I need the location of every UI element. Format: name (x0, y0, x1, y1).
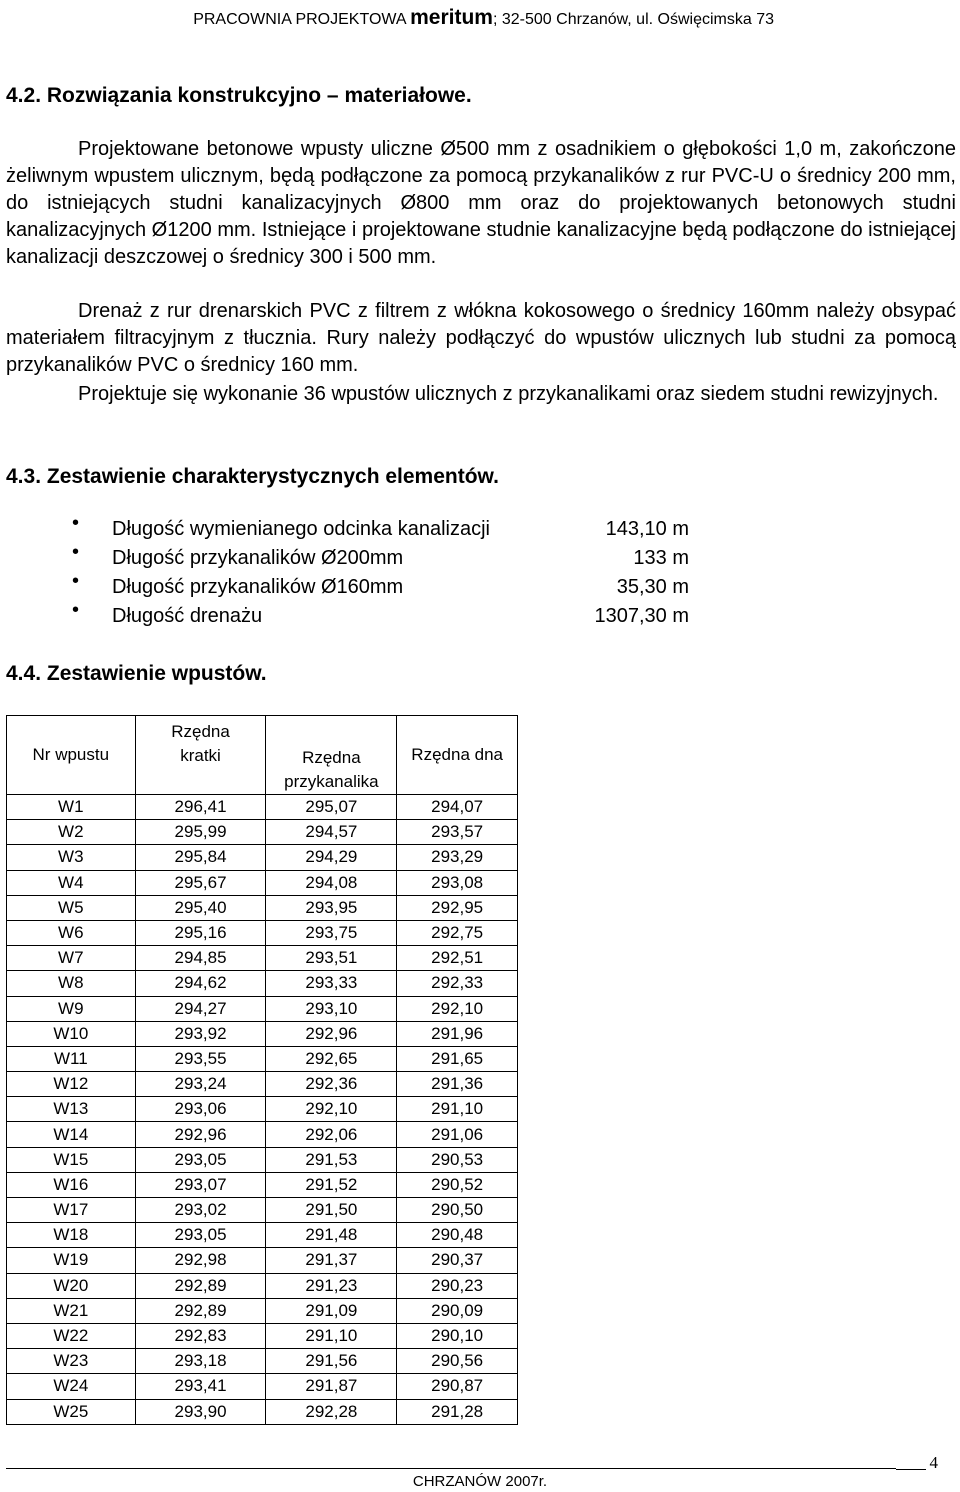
table-cell: 294,62 (135, 971, 266, 996)
table-cell: 293,06 (135, 1097, 266, 1122)
table-row (7, 971, 518, 996)
table-row (7, 1399, 518, 1424)
table-cell: 293,18 (135, 1349, 266, 1374)
header-address: ; 32-500 Chrzanów, ul. Oświęcimska 73 (492, 11, 774, 28)
table-row (7, 1198, 518, 1223)
table-cell: 290,87 (397, 1374, 518, 1399)
table-cell: 290,48 (397, 1223, 518, 1248)
table-row (7, 1223, 518, 1248)
table-cell: W8 (7, 971, 136, 996)
table-cell: 295,40 (135, 895, 266, 920)
table-cell: W3 (7, 845, 136, 870)
table-cell: 293,95 (266, 895, 397, 920)
table-cell: 291,10 (397, 1097, 518, 1122)
table-cell: W2 (7, 820, 136, 845)
table-cell: 293,75 (266, 920, 397, 945)
table-cell: 293,10 (266, 996, 397, 1021)
table-cell: 293,41 (135, 1374, 266, 1399)
table-body (7, 795, 518, 1425)
table-cell: 291,36 (397, 1072, 518, 1097)
table-row (7, 1021, 518, 1046)
table-cell: 290,23 (397, 1273, 518, 1298)
table-cell: 293,05 (135, 1147, 266, 1172)
table-cell: W17 (7, 1198, 136, 1223)
table-cell: W4 (7, 870, 136, 895)
list-item (60, 599, 700, 634)
table-cell: 291,96 (397, 1021, 518, 1046)
inlets-table (6, 715, 518, 1425)
table-row (7, 1122, 518, 1147)
table-cell: W21 (7, 1298, 136, 1323)
table-cell: 291,56 (266, 1349, 397, 1374)
bullet-icon: • (72, 570, 80, 592)
bullet-icon: • (72, 599, 80, 621)
table-cell: W5 (7, 895, 136, 920)
list-item-value: 1307,30 m (594, 605, 689, 627)
table-cell: W18 (7, 1223, 136, 1248)
table-cell: W1 (7, 795, 136, 820)
footer-divider (6, 1468, 896, 1469)
table-cell: 293,92 (135, 1021, 266, 1046)
table-cell: 292,28 (266, 1399, 397, 1424)
table-cell: 290,09 (397, 1298, 518, 1323)
table-row (7, 1298, 518, 1323)
section-4-2-title: 4.2. Rozwiązania konstrukcyjno – materiałowe. (6, 84, 472, 107)
table-cell: 293,08 (397, 870, 518, 895)
list-item-value: 143,10 m (605, 518, 689, 540)
table-cell: 292,65 (266, 1046, 397, 1071)
table-cell: 290,52 (397, 1172, 518, 1197)
table-cell: 290,37 (397, 1248, 518, 1273)
table-cell: 294,29 (266, 845, 397, 870)
table-cell: 292,95 (397, 895, 518, 920)
table-cell: 292,51 (397, 946, 518, 971)
elements-list (60, 512, 700, 634)
table-cell: 293,33 (266, 971, 397, 996)
table-row (7, 1323, 518, 1348)
table-cell: W14 (7, 1122, 136, 1147)
table-cell: W15 (7, 1147, 136, 1172)
list-item-label: Długość wymienianego odcinka kanalizacji (112, 518, 490, 540)
table-cell: 292,98 (135, 1248, 266, 1273)
column-header: Rzędna kratki (135, 716, 266, 795)
table-cell: 291,37 (266, 1248, 397, 1273)
column-header: Rzędna przykanalika (266, 716, 397, 795)
table-cell: 291,52 (266, 1172, 397, 1197)
list-item-label: Długość przykanalików Ø160mm (112, 576, 404, 598)
table-cell: 294,85 (135, 946, 266, 971)
table-cell: 293,07 (135, 1172, 266, 1197)
list-item-label: Długość przykanalików Ø200mm (112, 547, 404, 569)
section-4-3-title: 4.3. Zestawienie charakterystycznych elementów. (6, 465, 499, 488)
table-cell: 291,09 (266, 1298, 397, 1323)
table-cell: 292,89 (135, 1273, 266, 1298)
table-row (7, 820, 518, 845)
table-row (7, 1097, 518, 1122)
table-cell: 292,75 (397, 920, 518, 945)
table-cell: 290,53 (397, 1147, 518, 1172)
list-item (60, 512, 700, 547)
table-cell: W10 (7, 1021, 136, 1046)
table-row (7, 1248, 518, 1273)
table-cell: 291,65 (397, 1046, 518, 1071)
page-number: 4 (929, 1453, 938, 1472)
column-header: Nr wpustu (7, 716, 136, 795)
table-row (7, 795, 518, 820)
table-cell: 290,10 (397, 1323, 518, 1348)
table-cell: 292,36 (266, 1072, 397, 1097)
table-cell: 293,05 (135, 1223, 266, 1248)
footer-text: CHRZANÓW 2007r. (412, 1473, 548, 1490)
table-cell: 295,67 (135, 870, 266, 895)
table-row (7, 1072, 518, 1097)
table-cell: 292,83 (135, 1323, 266, 1348)
table-cell: 292,96 (135, 1122, 266, 1147)
table-row (7, 1374, 518, 1399)
table-row (7, 870, 518, 895)
table-row (7, 920, 518, 945)
table-cell: 294,08 (266, 870, 397, 895)
list-item (60, 541, 700, 576)
table-cell: 293,90 (135, 1399, 266, 1424)
table-cell: W16 (7, 1172, 136, 1197)
table-cell: 294,07 (397, 795, 518, 820)
table-cell: 292,06 (266, 1122, 397, 1147)
table-cell: W20 (7, 1273, 136, 1298)
page-header (193, 6, 774, 30)
table-cell: W24 (7, 1374, 136, 1399)
table-cell: 294,57 (266, 820, 397, 845)
table-cell: 291,10 (266, 1323, 397, 1348)
table-cell: 292,10 (266, 1097, 397, 1122)
table-cell: 292,89 (135, 1298, 266, 1323)
table-cell: 293,55 (135, 1046, 266, 1071)
table-cell: 291,50 (266, 1198, 397, 1223)
table-row (7, 1172, 518, 1197)
table-cell: 291,53 (266, 1147, 397, 1172)
column-header: Rzędna dna (397, 716, 518, 795)
table-cell: W11 (7, 1046, 136, 1071)
table-cell: 295,07 (266, 795, 397, 820)
table-cell: 295,16 (135, 920, 266, 945)
table-cell: 295,99 (135, 820, 266, 845)
table-cell: 290,56 (397, 1349, 518, 1374)
table-cell: 291,48 (266, 1223, 397, 1248)
table-cell: 293,24 (135, 1072, 266, 1097)
list-item-value: 133 m (633, 547, 689, 569)
table-cell: W19 (7, 1248, 136, 1273)
table-cell: W9 (7, 996, 136, 1021)
table-row (7, 1147, 518, 1172)
table-cell: W13 (7, 1097, 136, 1122)
table-cell: 291,28 (397, 1399, 518, 1424)
table-cell: 293,57 (397, 820, 518, 845)
table-row (7, 1273, 518, 1298)
header-prefix: PRACOWNIA PROJEKTOWA (193, 11, 411, 28)
table-cell: 293,29 (397, 845, 518, 870)
table-row (7, 1349, 518, 1374)
table-cell: 292,10 (397, 996, 518, 1021)
table-cell: W25 (7, 1399, 136, 1424)
table-cell: W7 (7, 946, 136, 971)
list-item-label: Długość drenażu (112, 605, 263, 627)
section-4-4-title: 4.4. Zestawienie wpustów. (6, 662, 267, 685)
table-cell: 291,06 (397, 1122, 518, 1147)
table-row (7, 845, 518, 870)
table-cell: W23 (7, 1349, 136, 1374)
section-4-2-paragraph-3: Projektuje się wykonanie 36 wpustów ulicznych z przykanalikami oraz siedem studni rewizyjnych. (78, 383, 939, 405)
bullet-icon: • (72, 541, 80, 563)
table-cell: 292,33 (397, 971, 518, 996)
section-4-2-paragraph-2: Drenaż z rur drenarskich PVC z filtrem z włókna kokosowego o średnicy 160mm należy obsypać materiałem filtracyjnym z tłucznia. Rury należy podłączyć do wpustów ulicznych lub studni za pomocą przykanalików PVC o średnicy 160 mm. (6, 300, 956, 376)
table-cell: W22 (7, 1323, 136, 1348)
table-row (7, 996, 518, 1021)
section-4-2-paragraph-1: Projektowane betonowe wpusty uliczne Ø500 mm z osadnikiem o głębokości 1,0 m, zakończone żeliwnym wpustem ulicznym, będą podłączone za pomocą przykanalików z rur PVC-U o średnicy 200 mm, do istniejących studni kanalizacyjnych Ø800 mm oraz do projektowanych betonowych studni kanalizacyjnych Ø1200 mm. Istniejące i projektowane studnie kanalizacyjne będą podłączone do istniejącej kanalizacji deszczowej o średnicy 300 i 500 mm. (6, 138, 956, 268)
bullet-icon: • (72, 512, 80, 534)
table-header-row (7, 716, 518, 795)
header-brand: meritum (410, 6, 493, 29)
table-row (7, 946, 518, 971)
table-cell: 293,02 (135, 1198, 266, 1223)
list-item (60, 570, 700, 605)
table-row (7, 895, 518, 920)
table-cell: 291,23 (266, 1273, 397, 1298)
table-cell: 296,41 (135, 795, 266, 820)
list-item-value: 35,30 m (616, 576, 689, 598)
table-cell: 294,27 (135, 996, 266, 1021)
table-cell: 291,87 (266, 1374, 397, 1399)
table-cell: 293,51 (266, 946, 397, 971)
table-cell: 290,50 (397, 1198, 518, 1223)
table-row (7, 1046, 518, 1071)
table-cell: W6 (7, 920, 136, 945)
table-cell: 295,84 (135, 845, 266, 870)
table-cell: W12 (7, 1072, 136, 1097)
table-cell: 292,96 (266, 1021, 397, 1046)
